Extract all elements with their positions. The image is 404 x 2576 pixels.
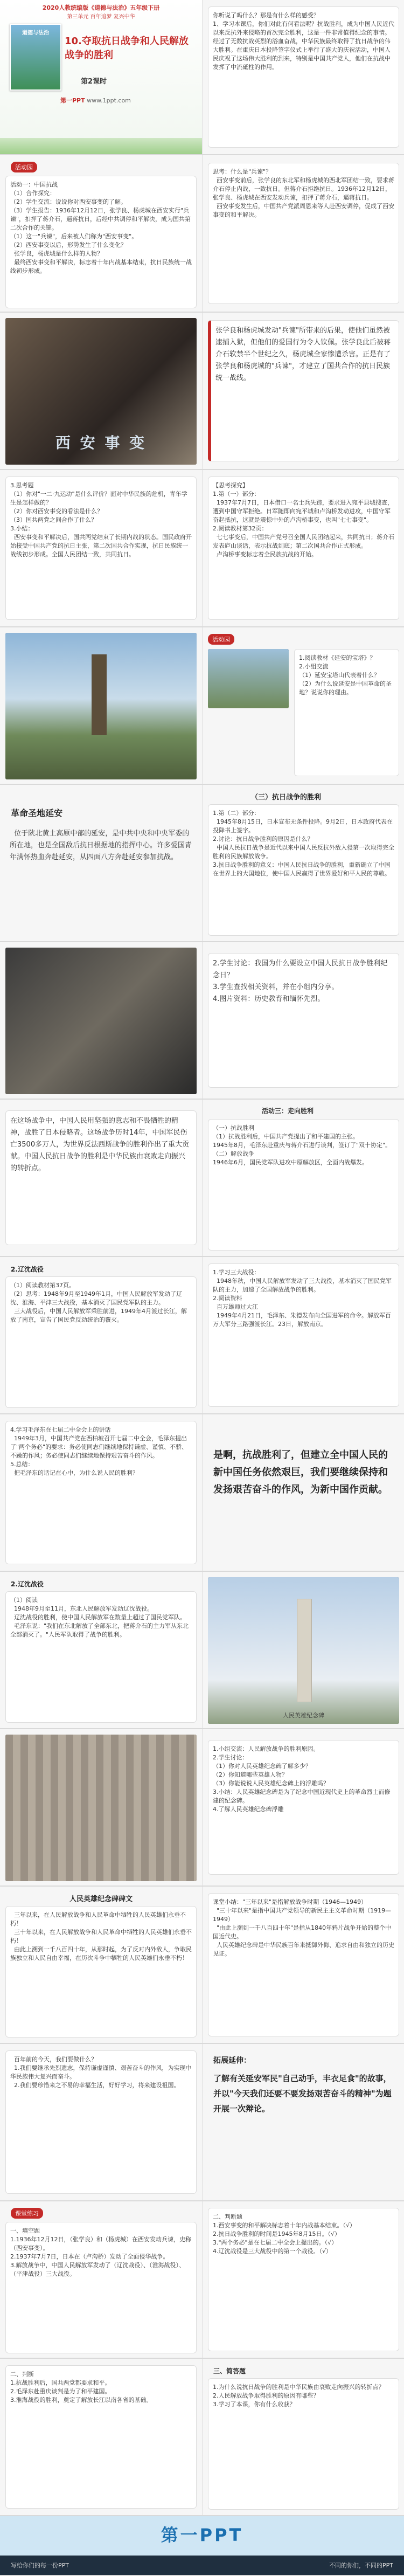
slide-16 xyxy=(0,2359,404,2516)
pagoda-shape xyxy=(92,654,107,735)
grass-decoration xyxy=(0,138,202,154)
relief-sculpture-photo xyxy=(5,1735,197,1881)
slide-13-left-title: 人民英雄纪念碑碑文 xyxy=(69,1895,133,1903)
cover-left xyxy=(0,0,202,154)
slide-13-left-text: 三年以来，在人民解放战争和人民革命中牺牲的人民英雄们永垂不朽！ 三十年以来，在人民解放战争和人民革命中牺牲的人民英雄们永垂不朽！ 由此上溯到一千八百四十年，从那时起，为了反对内外敌人，争取民族独立和人民自由幸福，在历次斗争中牺牲的人民英雄们永垂不朽！ xyxy=(5,1906,197,2038)
slide-13-right xyxy=(202,1887,404,2043)
slide-9-left-text: （1）阅读教材第37页。 （2）思考：1948年9月至1949年1月，中国人民解放军发动了辽沈、淮海、平津三大战役，基本消灭了国民党军队的主力。 三大战役后，中国人民解放军乘胜前进，1949年4月渡过长江，解放了南京，宣告了国民党反动统治的覆灭。 xyxy=(5,1276,197,1408)
slide-4-right xyxy=(202,470,404,626)
slide-13 xyxy=(0,1887,404,2044)
lesson-title: 10.夺取抗日战争和人民解放战争的胜利 xyxy=(65,36,189,61)
slide-8-left-text: 在这场战争中，中国人民用坚强的意志和不畏牺牲的精神，战胜了日本侵略者。这场战争历时14年，中国军民伤亡3500多万人，为世界反法西斯战争的胜利作出了重大贡献。中国人民抗日战争的胜利是中华民族由衰败走向振兴的转折点。 xyxy=(5,1110,197,1245)
slide-7 xyxy=(0,942,404,1100)
slide-end xyxy=(0,2516,404,2576)
slide-8-right-title: 活动三：走向胜利 xyxy=(262,1107,314,1115)
slide-10-left-text: 4.学习毛泽东在七届二中全会上的讲话 1949年3月，中国共产党在西柏坡召开七届二中全会，毛泽东提出了"两个务必"的要求：务必使同志们继续地保持谦虚、谨慎、不骄、不躁的作风；务必使同志们继续地保持艰苦奋斗的作风。 5.总结： 把毛泽东的话记在心中，为什么说人民的胜利？ xyxy=(5,1421,197,1564)
slide-6-left-text: 位于陕北黄土高原中部的延安，是中共中央和中央军委的所在地，也是全国敌后抗日根据地的指挥中心。许多爱国青年满怀热血奔赴延安，从四面八方奔赴延安参加抗战。 xyxy=(10,830,192,861)
slide-10 xyxy=(0,1414,404,1572)
cover-right xyxy=(202,0,404,154)
slide-14-right xyxy=(202,2044,404,2200)
slide-cover xyxy=(0,0,404,155)
slide-4-right-text: 【思考探究】 1.第（一）部分： 1937年7月7日，日本借口一名士兵失踪，要求进入宛平县城搜查，遭到中国守军拒绝。日军随即向宛平城和卢沟桥发动进攻，中国守军奋起抵抗，这就是震惊中外的卢沟桥事变，也叫"七七事变"。 2.阅读教材第32页： 七七事变后，中国共产党号召全国人民团结起来，共同抗日；蒋介石发表庐山谈话，表示抗战到底；第二次国共合作正式形成。 卢沟桥事变标志着全民族抗战的开始。 xyxy=(208,476,399,620)
slide-4-left-text: 3.思考题 （1）你对"一二·九运动"是什么评价？面对中华民族的危机，青年学生是怎样做的？ （2）你对西安事变的看法是什么？ （3）国共两党之间合作了什么？ 3.小结： 西安事变和平解决后，国共两党结束了长期内战的状态。国民政府开始接受中国共产党的抗日主张，第二次国共合作实现，抗日民族统一战线初步形成。全国人民团结一致，共同抗日。 xyxy=(5,476,197,620)
slide-13-right-text: 课堂小结："三年以来"是指解放战争时期（1946—1949） "三十年以来"是指中国共产党领导的新民主主义革命时期（1919—1949） "由此上溯到一千八百四十年"是指从1840年鸦片战争开始的整个中国近代史。 人民英雄纪念碑是中华民族百年来抵御外侮、追求自由和独立的历史见证。 xyxy=(208,1893,399,2036)
slide-16-left-text: 二、判断 1.抗战胜利后，国共两党都要求和平。 2.毛泽东赴重庆谈判是为了和平建国。 3.淮海战役的胜利，奠定了解放长江以南各省的基础。 xyxy=(5,2365,197,2509)
slide-5-right-text: 1.阅读教材《延安的宝塔》？ 2.小组交流 （1）延安宝塔山代表着什么？ （2）为什么说延安是中国革命的圣地？说说你的理由。 xyxy=(294,649,399,776)
slide-12-right xyxy=(202,1729,404,1886)
slide-14-right-text: 了解有关延安军民"自己动手，丰衣足食"的故事，并以"今天我们还要不要发扬艰苦奋斗的精神"为题开展一次辩论。 xyxy=(213,2074,392,2114)
slide-8-right xyxy=(202,1100,404,1256)
slide-16-right-text: 1.为什么说抗日战争的胜利是中华民族由衰败走向振兴的转折点？ 2.人民解放战争取得胜利的原因有哪些？ 3.学习了本课，你有什么收获？ xyxy=(208,2378,399,2510)
slide-11 xyxy=(0,1572,404,1729)
slide-3 xyxy=(0,313,404,470)
slide-12-right-text: 1.小组交流：人民解放战争的胜利原因。 2.学生讨论： （1）你对人民英雄纪念碑了解多少？ （2）你知道哪些英雄人物？ （3）你能说说人民英雄纪念碑上的浮雕吗？ 3.小结：人民英雄纪念碑是为了纪念中国近现代史上的革命烈士而修建的纪念碑。 4.了解人民英雄纪念碑浮雕 xyxy=(208,1740,399,1875)
xian-incident-photo xyxy=(5,318,197,465)
slide-11-left-text: （1）阅读 1948年9月至11月，东北人民解放军发动辽沈战役。 辽沈战役的胜利，使中国人民解放军在数量上超过了国民党军队。 毛泽东说："我们在东北解放了全部东北，把蒋介石的主力军从东北全部消灭了。"人民军队取得了战争的胜利。 xyxy=(5,1591,197,1723)
slide-9-left-title: 2.辽沈战役 xyxy=(11,1266,44,1273)
slide-7-left xyxy=(0,942,202,1099)
monument-photo xyxy=(208,1577,399,1724)
slide-9-right xyxy=(202,1257,404,1413)
slide-2 xyxy=(0,155,404,313)
cover-subheader: 第三单元 百年追梦 复兴中华 xyxy=(67,14,135,20)
activity-badge: 活动园 xyxy=(208,634,234,645)
slide-2-left-text: 活动一：中国抗战 （1）合作探究： （2）学生交流：说说你对西安事变的了解。 （3）学生报告：1936年12月12日，张学良、杨虎城在西安实行"兵谏"，扣押了蒋介石，逼蒋抗日，后经中共调停和平解决，成为国共第二次合作的关键。 （1）这一"兵谏"，后来被人们称为"西安事变"。 （2）西安事变以后，形势发生了什么变化？ 张学良，杨虎城是什么样的人物？ 最终西安事变和平解决，标志着十年内战基本结束，抗日民族统一战线初步形成。 xyxy=(5,176,197,308)
slide-5 xyxy=(0,627,404,785)
practice-badge: 课堂练习 xyxy=(11,2208,43,2219)
slide-9-left xyxy=(0,1257,202,1413)
activity-badge: 活动园 xyxy=(11,162,37,172)
monument-caption: 人民英雄纪念碑 xyxy=(283,1712,324,1719)
textbook-cover-title: 道德与法治 xyxy=(22,30,49,36)
slide-4 xyxy=(0,470,404,627)
slide-11-left-title: 2.辽沈战役 xyxy=(11,1580,44,1588)
slide-14-right-title: 拓展延伸： xyxy=(213,2056,251,2065)
slide-8-left xyxy=(0,1100,202,1256)
slide-15 xyxy=(0,2201,404,2359)
end-banner xyxy=(0,2556,404,2575)
slide-3-left xyxy=(0,313,202,469)
slide-9-right-text: 1.学习三大战役： 1948年秋，中国人民解放军发动了三大战役，基本消灭了国民党军队的主力，加速了全国解放战争的胜利。 2.阅读资料 百万雄师过大江 1949年4月21日，毛泽东、朱德发布向全国进军的命令。解放军百万大军分三路强渡长江。23日，解放南京。 xyxy=(208,1263,399,1407)
slide-16-right-title: 三、简答题 xyxy=(213,2367,246,2375)
slide-16-right xyxy=(202,2359,404,2515)
slide-6-left-title: 革命圣地延安 xyxy=(11,808,63,818)
brand-name: 第一PPT xyxy=(60,97,85,104)
yanan-pagoda-photo xyxy=(5,633,197,779)
slide-3-right-text: 张学良和杨虎城发动"兵谏"所带来的后果，使他们虽然被逮捕入狱，但他们的爱国行为令人钦佩。张学良此后被蒋介石软禁半个世纪之久，杨虎城全家惨遭杀害。正是有了张学良和杨虎城的"兵谏"，才建立了国共合作的抗日民族统一战线。 xyxy=(208,320,399,461)
end-foot-right: 不同的你们，不同的PPT xyxy=(329,2562,393,2569)
textbook-cover-image xyxy=(10,24,61,91)
brand-logo xyxy=(60,96,131,105)
slide-8 xyxy=(0,1100,404,1257)
slide-8-right-text: （一）抗战胜利 （1）抗战胜利后，中国共产党提出了和平建国的主张。 1945年8月，毛泽东赴重庆与蒋介石进行谈判，签订了"双十协定"。 （二）解放战争 1946年6月，国民党军队进攻中原解放区，全面内战爆发。 xyxy=(208,1119,399,1251)
slide-6-right-title: （三）抗日战争的胜利 xyxy=(251,793,322,802)
slide-15-right xyxy=(202,2201,404,2358)
slide-6-left xyxy=(0,785,202,941)
slide-7-right xyxy=(202,942,404,1099)
slide-16-left xyxy=(0,2359,202,2515)
slide-11-right xyxy=(202,1572,404,1728)
lesson-period: 第2课时 xyxy=(81,78,107,86)
slide-6-right-text: 1.第（二）部分： 1945年8月15日，日本宣布无条件投降。9月2日，日本政府代表在投降书上签字。 2.讨论：抗日战争胜利的原因是什么？ 中国人民抗日战争是近代以来中国人民反抗外敌入侵第一次取得完全胜利的民族解放战争。 3.抗日战争胜利的意义：中国人民抗日战争的胜利，重新确立了中国在世界上的大国地位，使中国人民赢得了世界爱好和平人民的尊敬。 xyxy=(208,804,399,936)
slide-7-right-text: 2.学生讨论：我国为什么要设立中国人民抗日战争胜利纪念日？ 3.学生查找相关资料，并在小组内分享。 4.图片资料：历史教育和缅怀先烈。 xyxy=(208,953,399,1088)
slide-2-left xyxy=(0,155,202,312)
slide-14 xyxy=(0,2044,404,2201)
cover-header: 2020人教统编版《道德与法治》五年级下册 xyxy=(42,4,160,11)
slide-14-left xyxy=(0,2044,202,2200)
slide-6 xyxy=(0,785,404,942)
slide-13-left xyxy=(0,1887,202,2043)
cover-right-text: 你听说了吗什么？那是有什么样的感受？ 1、学习本课后，你们对此有何看法呢？抗战胜利，成为中国人民近代以来反抗外来侵略的首次完全胜利，这是一件非常值得纪念的事情。经过了无数抗战英烈的浴血奋战，中华民族最终取得了抗日战争的伟大胜利。在重庆日本投降签字仪式上举行了盛大的庆祝活动，中国人民庆祝了这场伟大胜利的到来，特别是中国共产党人，他们在抗战中发挥了中流砥柱的作用。 xyxy=(208,6,399,148)
slide-5-left xyxy=(0,627,202,784)
slide-15-right-text: 二、判断题 1.西安事变的和平解决标志着十年内战基本结束。（√） 2.抗日战争胜利的时间是1945年8月15日。（√） 3."两个务必"是在七届二中全会上提出的。（√） 4.辽沈战役是三大战役中的第一个战役。（√） xyxy=(208,2208,399,2351)
slide-11-left xyxy=(0,1572,202,1728)
slide-3-right xyxy=(202,313,404,469)
slide-15-left xyxy=(0,2201,202,2358)
slide-10-left xyxy=(0,1414,202,1571)
slide-5-right xyxy=(202,627,404,784)
slide-12 xyxy=(0,1729,404,1887)
end-foot-left: 写给你们的每一份PPT xyxy=(11,2562,69,2569)
photo-caption: 西 安 事 变 xyxy=(55,434,147,452)
monument-shape xyxy=(297,1599,312,1702)
slide-15-left-text: 一、填空题 1.1936年12月12日，（张学良）和（杨虎城）在西安发动兵谏，史称（西安事变）。 2.1937年7月7日，日本在（卢沟桥）发动了全面侵华战争。 3.解放战争中，中国人民解放军发动了（辽沈战役）、（淮海战役）、（平津战役）三大战役。 xyxy=(5,2222,197,2353)
yanan-thumbnail-photo xyxy=(208,649,289,708)
slide-10-right xyxy=(202,1414,404,1571)
surrender-ceremony-photo xyxy=(5,948,197,1094)
slide-2-right-text: 思考：什么是"兵谏"？ 西安事变前后，张学良的东北军和杨虎城的西北军团结一致，要求蒋介石停止内战，一致抗日。但蒋介石拒绝抗日。1936年12月12日，张学良、杨虎城在西安发动兵谏，扣押了蒋介石，逼蒋抗日。 西安事变发生后，中国共产党派周恩来等人赴西安调停，促成了西安事变的和平解决。 xyxy=(208,163,399,304)
slide-14-left-text: 百年前的今天，我们要做什么？ 1.我们要继承先烈遗志，保持谦虚谨慎、艰苦奋斗的作风，为实现中华民族伟大复兴而奋斗。 2.我们要珍惜来之不易的幸福生活，好好学习，将来建设祖国。 xyxy=(5,2050,197,2194)
brand-url: www.1ppt.com xyxy=(87,97,131,104)
slide-6-right xyxy=(202,785,404,941)
end-brand-logo: 第一PPT xyxy=(161,2525,243,2545)
slide-4-left xyxy=(0,470,202,626)
slide-2-right xyxy=(202,155,404,312)
slide-12-left xyxy=(0,1729,202,1886)
slide-9 xyxy=(0,1257,404,1414)
slide-10-right-text: 是啊，抗战胜利了，但建立全中国人民的新中国任务依然艰巨，我们要继续保持和发扬艰苦奋斗的作风，为新中国作贡献。 xyxy=(213,1449,388,1495)
